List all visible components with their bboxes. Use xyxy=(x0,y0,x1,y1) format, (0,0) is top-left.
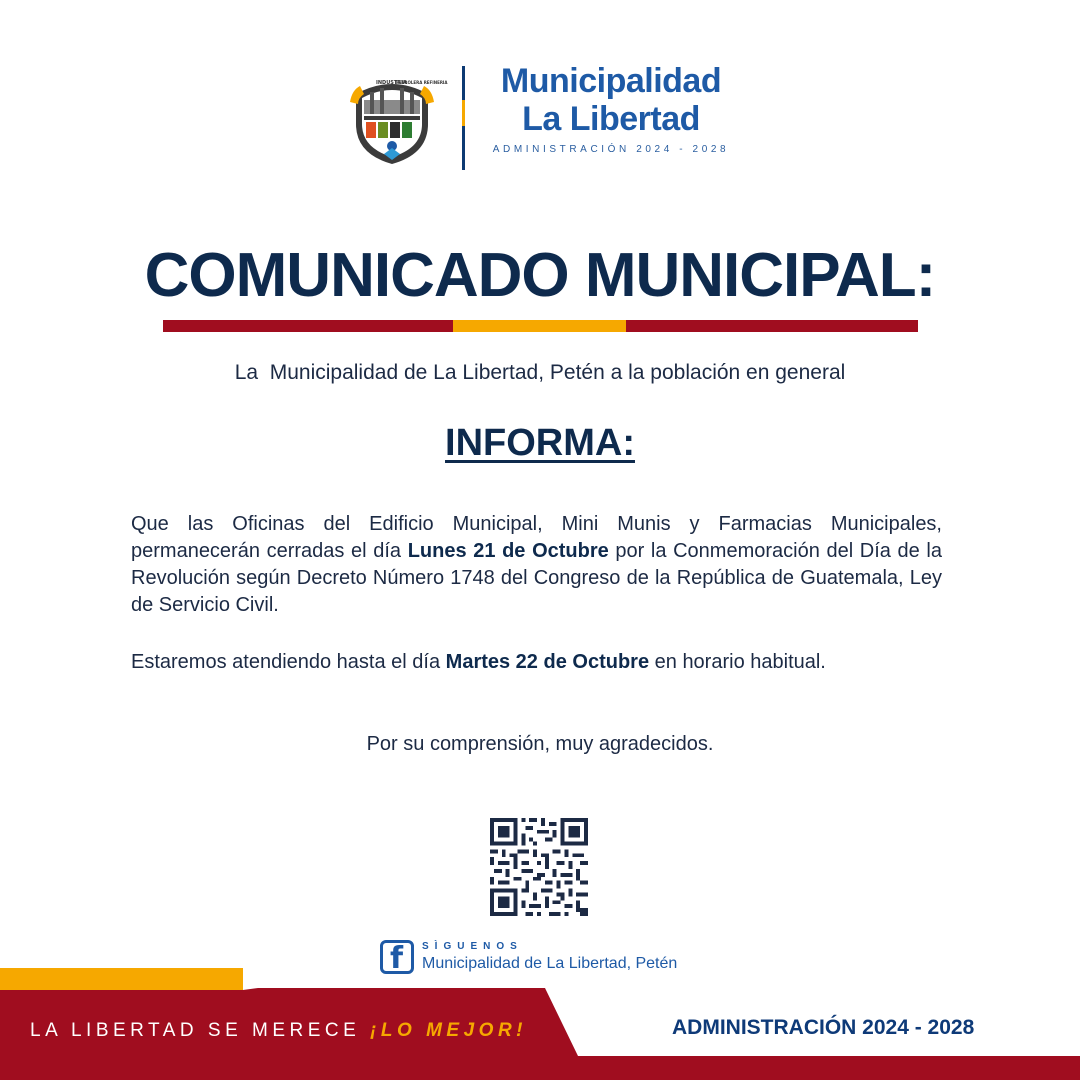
slogan-highlight: ¡LO MEJOR! xyxy=(370,1020,527,1041)
brand-administration: ADMINISTRACIÓN 2024 - 2028 xyxy=(492,144,730,155)
para2-text-start: Estaremos atendiendo hasta el día xyxy=(131,651,446,673)
follow-label: SÌGUENOS xyxy=(422,941,523,952)
brand-name-line2: La Libertad xyxy=(522,100,700,138)
header-divider-accent xyxy=(462,100,465,126)
facebook-icon[interactable]: f xyxy=(380,940,414,974)
brand-name-line1: Municipalidad xyxy=(500,62,722,100)
notice-thanks: Por su comprensión, muy agradecidos. xyxy=(366,733,714,755)
notice-subtitle: La Municipalidad de La Libertad, Petén a la población en general xyxy=(234,361,846,384)
footer-administration: ADMINISTRACIÓN 2024 - 2028 xyxy=(672,1016,975,1039)
header-divider xyxy=(462,66,465,170)
para2-reopening-date: Martes 22 de Octubre xyxy=(445,651,650,673)
para2-text-end: en horario habitual. xyxy=(649,651,826,673)
para1-text-start: Que las Oficinas del Edificio Municipal, Mini Munis y Farmacias Municipales, permanecerán cerradas el día xyxy=(131,513,942,562)
tricolor-divider xyxy=(163,320,918,332)
facebook-page-link[interactable]: Municipalidad de La Libertad, Petén xyxy=(422,955,678,972)
qr-code[interactable] xyxy=(490,818,588,916)
brand-block xyxy=(476,62,746,155)
crest-caption-right: PETROLERA REFINERIA xyxy=(396,80,448,85)
municipal-crest-logo xyxy=(346,74,448,166)
crest-caption-left: INDUSTRIA xyxy=(376,80,407,86)
divider-red-right xyxy=(626,320,918,332)
divider-red-left xyxy=(163,320,453,332)
notice-paragraph-reopening xyxy=(131,649,942,676)
notice-heading-text: INFORMA: xyxy=(445,422,635,464)
para1-closure-date: Lunes 21 de Octubre xyxy=(407,540,609,562)
slogan-text: LA LIBERTAD SE MERECE xyxy=(30,1020,371,1041)
notice-paragraph-closure xyxy=(131,511,942,619)
divider-gold-center xyxy=(453,320,626,332)
notice-heading xyxy=(0,422,1080,465)
footer-slogan xyxy=(30,1020,527,1042)
page-title: COMUNICADO MUNICIPAL: xyxy=(144,241,936,310)
para1-text-end: por la Conmemoración del Día de la Revolución según Decreto Número 1748 del Congreso de la República de Guatemala, Ley de Servicio Civil. xyxy=(131,540,942,616)
